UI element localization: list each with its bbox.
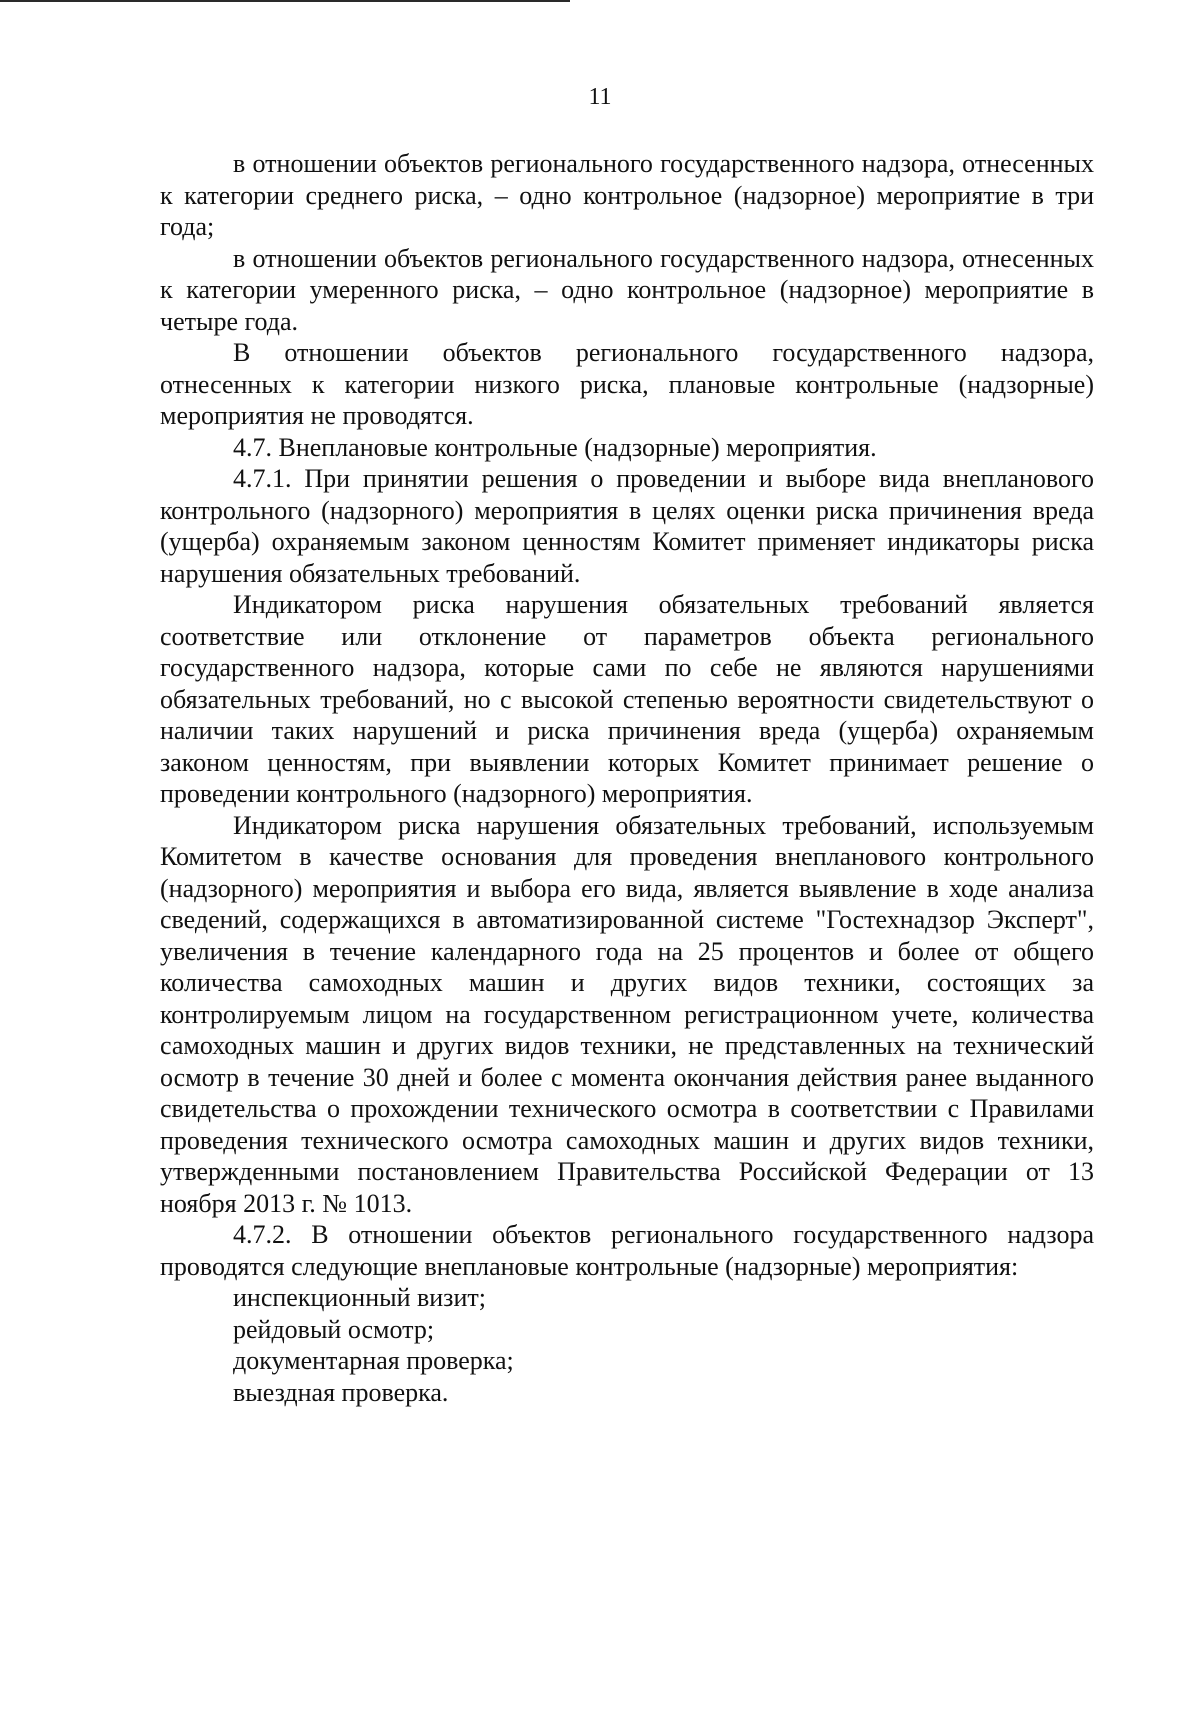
paragraph-4-7-1: 4.7.1. При принятии решения о проведении и выборе вида внепланового контрольного (надзорного) мероприятия в целях оценки риска причинения вреда (ущерба) охраняемым законом ценностям Комитет применяет индикаторы риска нарушения обязательных требований. xyxy=(160,464,1094,588)
paragraph-4-7-2: 4.7.2. В отношении объектов регионального государственного надзора проводятся следующие внеплановые контрольные (надзорные) мероприятия: xyxy=(160,1220,1094,1281)
list-item: выездная проверка. xyxy=(233,1377,449,1407)
section-heading-4-7: 4.7. Внеплановые контрольные (надзорные) мероприятия. xyxy=(233,432,877,462)
list-item: инспекционный визит; xyxy=(233,1283,486,1312)
paragraph-risk-indicator-definition: Индикатором риска нарушения обязательных требований является соответствие или отклонение от параметров объекта регионального государственного надзора, которые сами по себе не являются нарушениями обязательных требований, но с высокой степенью вероятности свидетельствуют о наличии таких нарушений и риска причинения вреда (ущерба) охраняемым законом ценностям, при выявлении которых Комитет принимает решение о проведении контрольного (надзорного) мероприятия. xyxy=(160,590,1094,808)
paragraph-low-risk: В отношении объектов регионального государственного надзора, отнесенных к категории низкого риска, плановые контрольные (надзорные) мероприятия не проводятся. xyxy=(160,338,1094,430)
document-body xyxy=(160,148,1094,1408)
page-number: 11 xyxy=(588,84,612,110)
list-item: документарная проверка; xyxy=(233,1346,514,1375)
scan-top-edge-line xyxy=(0,0,570,2)
paragraph-risk-indicator-used: Индикатором риска нарушения обязательных требований, используемым Комитетом в качестве основания для проведения внепланового контрольного (надзорного) мероприятия и выбора его вида, является выявление в ходе анализа сведений, содержащихся в автоматизированной системе "Гостехнадзор Эксперт", увеличения в течение календарного года на 25 процентов и более от общего количества самоходных машин и других видов техники, состоящих за контролируемым лицом на государственном регистрационном учете, количества самоходных машин и других видов техники, не представленных на технический осмотр в течение 30 дней и более с момента окончания действия ранее выданного свидетельства о прохождении технического осмотра в соответствии с Правилами проведения технического осмотра самоходных машин и других видов техники, утвержденными постановлением Правительства Российской Федерации от 13 ноября 2013 г. № 1013. xyxy=(160,810,1094,1218)
list-item: рейдовый осмотр; xyxy=(233,1314,435,1344)
paragraph-medium-risk: в отношении объектов регионального государственного надзора, отнесенных к категории среднего риска, – одно контрольное (надзорное) мероприятие в три года; xyxy=(160,149,1094,241)
inspection-types-list xyxy=(160,1282,1094,1408)
paragraph-moderate-risk: в отношении объектов регионального государственного надзора, отнесенных к категории умеренного риска, – одно контрольное (надзорное) мероприятие в четыре года. xyxy=(160,243,1094,336)
